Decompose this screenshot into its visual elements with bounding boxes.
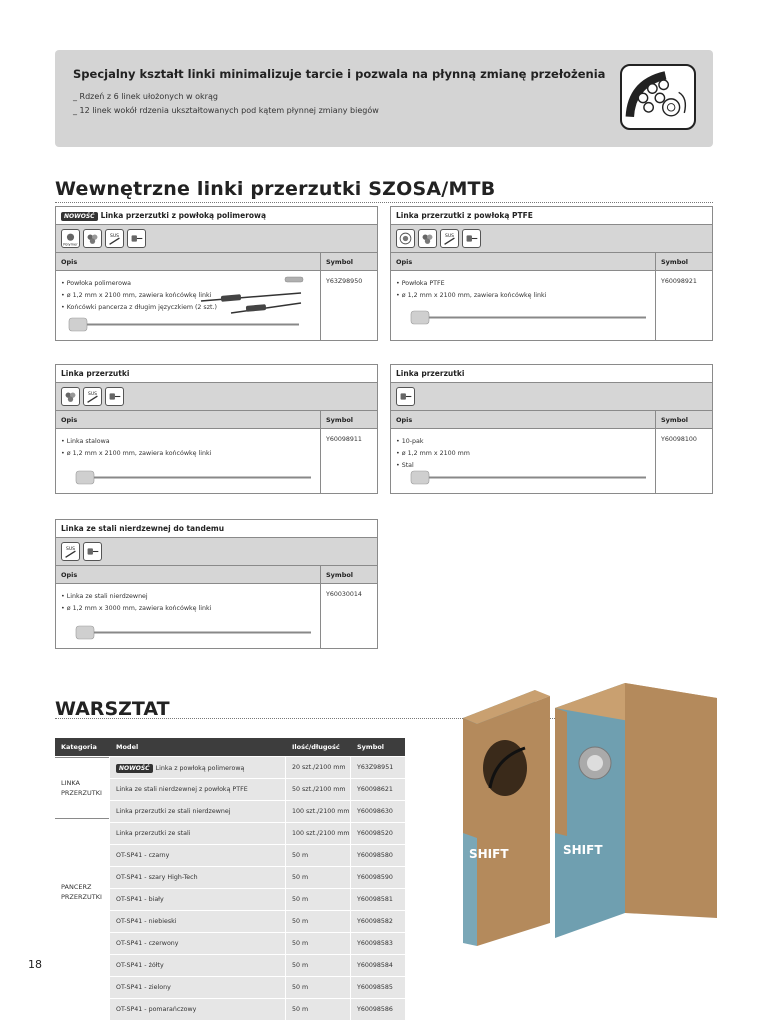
symbol-cell: Y60098585 [351, 977, 405, 998]
symbol-cell: Y60098581 [351, 889, 405, 910]
model-text: OT-SP41 - biały [116, 896, 164, 903]
workshop-title: WARSZTAT [55, 698, 170, 720]
cable-end-icon [127, 229, 146, 248]
product-description [61, 591, 211, 615]
product-symbol: Y63Z98950 [326, 278, 363, 285]
col-kategoria: Kategoria [61, 743, 97, 751]
table-header [391, 411, 712, 429]
svg-text:SUS: SUS [66, 547, 75, 553]
table-row [110, 845, 405, 866]
table-row [110, 889, 405, 910]
model-cell [110, 867, 285, 888]
table-row [110, 911, 405, 932]
model-text: Linka z powłoką polimerową [155, 765, 245, 772]
table-row [110, 779, 405, 800]
page-number: 18 [28, 958, 42, 971]
symbol-cell: Y60098583 [351, 933, 405, 954]
cable-image [61, 620, 319, 646]
desc-line: • Powłoka PTFE [396, 280, 445, 287]
product-panel [55, 206, 378, 341]
symbol-cell: Y60098520 [351, 823, 405, 844]
model-cell [110, 955, 285, 976]
col-symbol: Symbol [326, 416, 354, 424]
table-row [110, 757, 405, 778]
qty-cell: 50 m [286, 845, 350, 866]
table-row [110, 801, 405, 822]
polymer-coating-icon [61, 229, 80, 248]
category-divider [55, 818, 109, 819]
box-label: SHIFT [563, 843, 603, 857]
panel-title: Linka przerzutki z powłoką PTFE [391, 207, 712, 225]
col-symbol: Symbol [326, 258, 354, 266]
desc-line: • 10-pak [396, 438, 424, 445]
model-cell [110, 757, 285, 778]
panel-title: Linka przerzutki [391, 365, 712, 383]
stainless-icon [105, 229, 124, 248]
banner-title: Specjalny kształt linki minimalizuje tarcie i pozwala na płynną zmianę przełożenia [73, 67, 606, 81]
icon-row [56, 538, 377, 566]
model-cell [110, 933, 285, 954]
cable-end-icon [83, 542, 102, 561]
table-header [391, 253, 712, 271]
product-panel [55, 519, 378, 649]
table-row [110, 955, 405, 976]
category-divider [55, 757, 109, 758]
cable-image [61, 465, 319, 491]
category-pancerz: PANCERZ PRZERZUTKI [61, 883, 102, 901]
cable-cross-section-icon [620, 64, 696, 130]
qty-cell: 100 szt./2100 mm [286, 801, 350, 822]
panel-title: Linka ze stali nierdzewnej do tandemu [56, 520, 377, 538]
svg-text:Polymer: Polymer [63, 242, 78, 247]
qty-cell: 50 m [286, 911, 350, 932]
desc-line: • Linka stalowa [61, 438, 110, 445]
column-divider [320, 411, 321, 493]
table-row [110, 933, 405, 954]
cable-end-icon [105, 387, 124, 406]
qty-cell: 20 szt./2100 mm [286, 757, 350, 778]
desc-line: • ø 1,2 mm x 2100 mm, zawiera końcówkę linki [61, 450, 212, 457]
table-row [110, 977, 405, 998]
panel-title: Linka przerzutki [56, 365, 377, 383]
qty-cell: 50 m [286, 999, 350, 1020]
col-model: Model [116, 743, 139, 751]
model-text: OT-SP41 - czarny [116, 852, 170, 859]
cable-end-icon [462, 229, 481, 248]
col-symbol: Symbol [357, 743, 385, 751]
qty-cell: 50 m [286, 977, 350, 998]
model-text: OT-SP41 - zielony [116, 984, 171, 991]
qty-cell: 100 szt./2100 mm [286, 823, 350, 844]
model-cell [110, 801, 285, 822]
banner-bullet: _ 12 linek wokół rdzenia ukształtowanych pod kątem płynnej zmiany biegów [73, 106, 379, 115]
qty-cell: 50 m [286, 889, 350, 910]
stainless-icon [61, 542, 80, 561]
symbol-cell: Y60098582 [351, 911, 405, 932]
banner-bullet: _ Rdzeń z 6 linek ułożonych w okrąg [73, 92, 218, 101]
model-text: Linka ze stali nierdzewnej z powłoką PTFE [116, 786, 248, 793]
symbol-cell: Y60098590 [351, 867, 405, 888]
model-text: OT-SP41 - pomarańczowy [116, 1006, 197, 1013]
col-opis: Opis [61, 258, 78, 266]
col-opis: Opis [61, 571, 78, 579]
qty-cell: 50 m [286, 955, 350, 976]
symbol-cell: Y60098630 [351, 801, 405, 822]
icon-row [56, 383, 377, 411]
new-badge: NOWOŚĆ [116, 764, 153, 773]
col-opis: Opis [61, 416, 78, 424]
svg-text:SUS: SUS [88, 392, 97, 398]
feature-banner [55, 50, 713, 147]
stainless-icon [440, 229, 459, 248]
svg-text:SUS: SUS [445, 234, 454, 240]
symbol-cell: Y60098586 [351, 999, 405, 1020]
icon-row [391, 383, 712, 411]
model-text: OT-SP41 - czerwony [116, 940, 179, 947]
icon-row [56, 225, 377, 253]
table-row [110, 999, 405, 1020]
panel-title-text: Linka przerzutki z powłoką polimerową [100, 211, 267, 220]
svg-text:SUS: SUS [110, 234, 119, 240]
desc-line: • Linka ze stali nierdzewnej [61, 593, 148, 600]
table-row [110, 823, 405, 844]
cable-image [396, 305, 654, 335]
col-opis: Opis [396, 258, 413, 266]
cable-image [396, 465, 654, 491]
product-panel [390, 206, 713, 341]
product-panel [55, 364, 378, 494]
col-symbol: Symbol [661, 416, 689, 424]
desc-line: • Stal [396, 462, 414, 469]
model-cell [110, 845, 285, 866]
model-text: Linka przerzutki ze stali nierdzewnej [116, 808, 231, 815]
model-cell [110, 823, 285, 844]
product-description [396, 278, 546, 302]
col-symbol: Symbol [661, 258, 689, 266]
model-text: OT-SP41 - szary High-Tech [116, 874, 198, 881]
model-cell [110, 911, 285, 932]
product-symbol: Y60098911 [326, 436, 362, 443]
stainless-icon [83, 387, 102, 406]
product-description [61, 436, 211, 460]
desc-line: • ø 1,2 mm x 3000 mm, zawiera końcówkę linki [61, 605, 212, 612]
model-text: OT-SP41 - niebieski [116, 918, 177, 925]
divider [55, 202, 713, 203]
column-divider [655, 253, 656, 340]
col-ilosc: Ilość/długość [292, 743, 340, 751]
table-row [110, 867, 405, 888]
strand-icon [83, 229, 102, 248]
qty-cell: 50 szt./2100 mm [286, 779, 350, 800]
col-symbol: Symbol [326, 571, 354, 579]
category-linka: LINKA PRZERZUTKI [61, 779, 102, 797]
ptfe-coating-icon [396, 229, 415, 248]
qty-cell: 50 m [286, 867, 350, 888]
strand-icon [418, 229, 437, 248]
model-text: Linka przerzutki ze stali [116, 830, 191, 837]
desc-line: • Końcówki pancerza z długim języczkiem (2 szt.) [61, 304, 217, 311]
desc-line: • ø 1,2 mm x 2100 mm, zawiera końcówkę linki [396, 292, 547, 299]
symbol-cell: Y63Z98951 [351, 757, 405, 778]
section-title: Wewnętrzne linki przerzutki SZOSA/MTB [55, 178, 496, 200]
box-label: SHIFT [469, 847, 509, 861]
table-header [55, 738, 405, 756]
new-badge: NOWOŚĆ [61, 212, 98, 221]
product-symbol: Y60030014 [326, 591, 362, 598]
table-header [56, 411, 377, 429]
product-symbol: Y60098921 [661, 278, 697, 285]
col-opis: Opis [396, 416, 413, 424]
product-symbol: Y60098100 [661, 436, 697, 443]
model-text: OT-SP41 - żółty [116, 962, 164, 969]
desc-line: • ø 1,2 mm x 2100 mm, zawiera końcówkę linki [61, 292, 212, 299]
strand-icon [61, 387, 80, 406]
product-panel [390, 364, 713, 494]
table-header [56, 566, 377, 584]
column-divider [320, 566, 321, 648]
icon-row [391, 225, 712, 253]
column-divider [320, 253, 321, 340]
cable-end-icon [396, 387, 415, 406]
column-divider [655, 411, 656, 493]
table-header [56, 253, 377, 271]
symbol-cell: Y60098621 [351, 779, 405, 800]
cable-image [61, 273, 319, 339]
cable-box-photo [455, 668, 725, 948]
desc-line: • Powłoka polimerowa [61, 280, 131, 287]
model-cell [110, 889, 285, 910]
panel-title [56, 207, 377, 225]
model-cell [110, 999, 285, 1020]
model-cell [110, 779, 285, 800]
desc-line: • ø 1,2 mm x 2100 mm [396, 450, 470, 457]
symbol-cell: Y60098580 [351, 845, 405, 866]
qty-cell: 50 m [286, 933, 350, 954]
model-cell [110, 977, 285, 998]
symbol-cell: Y60098584 [351, 955, 405, 976]
